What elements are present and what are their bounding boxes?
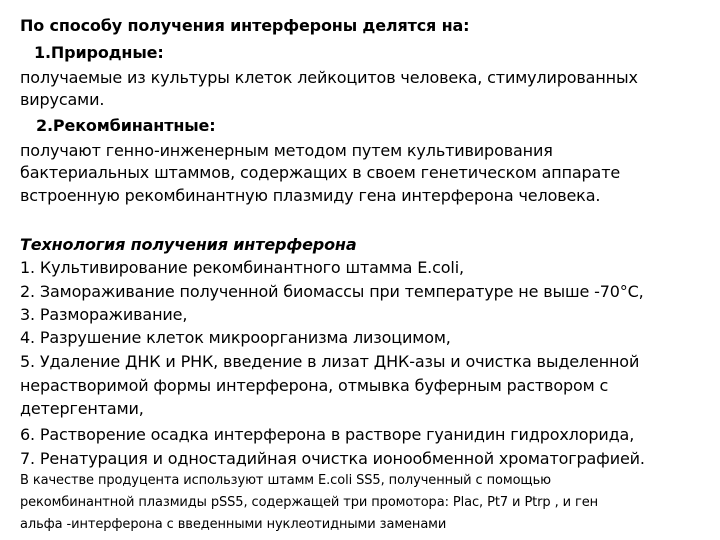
natural-interferons-title: 1.Природные: bbox=[34, 43, 164, 62]
technology-step: детергентами, bbox=[20, 399, 144, 418]
technology-step: 3. Размораживание, bbox=[20, 305, 188, 324]
producer-note-line: рекомбинантной плазмиды pSS5, содержащей три промотора: Plac, Pt7 и Ptrp , и ген bbox=[20, 495, 599, 510]
recombinant-interferons-title: 2.Рекомбинантные: bbox=[36, 116, 216, 135]
technology-step: 5. Удаление ДНК и РНК, введение в лизат ДНК-азы и очистка выделенной bbox=[20, 352, 640, 371]
natural-text-line: получаемые из культуры клеток лейкоцитов человека, стимулированных bbox=[20, 68, 638, 87]
producer-note-line: альфа -интерферона с введенными нуклеотидными заменами bbox=[20, 517, 447, 532]
producer-note-line: В качестве продуцента используют штамм E.coli SS5, полученный с помощью bbox=[20, 473, 551, 488]
technology-heading: Технология получения интерферона bbox=[20, 235, 357, 254]
technology-step: 6. Растворение осадка интерферона в растворе гуанидин гидрохлорида, bbox=[20, 425, 635, 444]
technology-step: 7. Ренатурация и одностадийная очистка ионообменной хроматографией. bbox=[20, 449, 645, 468]
technology-step: 1. Культивирование рекомбинантного штамма E.coli, bbox=[20, 258, 464, 277]
recombinant-text-line: встроенную рекомбинантную плазмиду гена интерферона человека. bbox=[20, 186, 601, 205]
recombinant-text-line: бактериальных штаммов, содержащих в своем генетическом аппарате bbox=[20, 163, 621, 182]
classification-heading: По способу получения интерфероны делятся на: bbox=[20, 16, 470, 35]
technology-step: нерастворимой формы интерферона, отмывка буферным раствором с bbox=[20, 376, 609, 395]
technology-step: 4. Разрушение клеток микроорганизма лизоцимом, bbox=[20, 328, 451, 347]
technology-step: 2. Замораживание полученной биомассы при температуре не выше -70°C, bbox=[20, 282, 644, 301]
recombinant-text-line: получают генно-инженерным методом путем культивирования bbox=[20, 141, 553, 160]
natural-text-line: вирусами. bbox=[20, 90, 105, 109]
